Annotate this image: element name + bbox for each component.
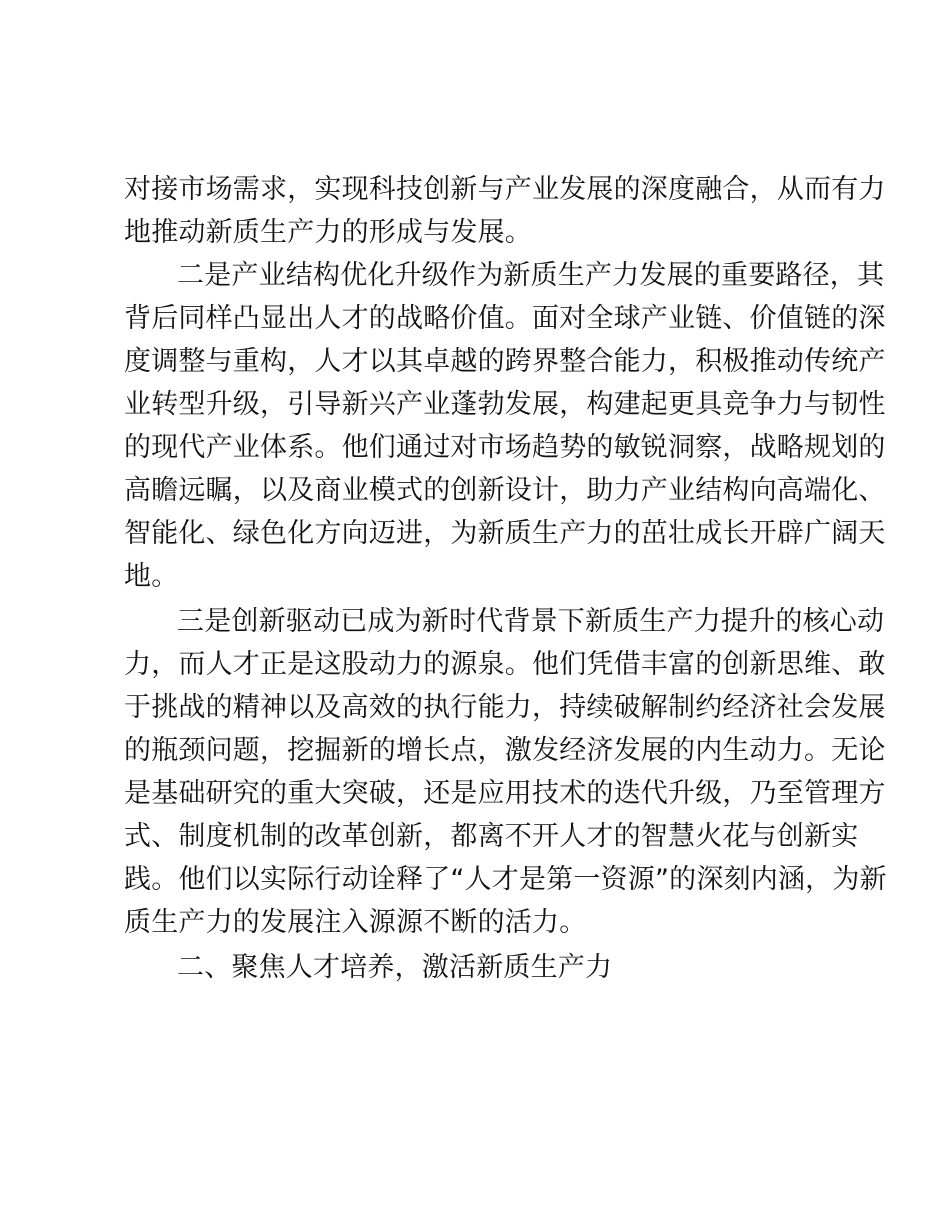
- paragraph-line: 高瞻远瞩，以及商业模式的创新设计，助力产业结构向高端化、: [124, 475, 886, 506]
- paragraph-line: 力，而人才正是这股动力的源泉。他们凭借丰富的创新思维、敢: [124, 649, 886, 680]
- paragraph-line: 的现代产业体系。他们通过对市场趋势的敏锐洞察，战略规划的: [124, 432, 886, 463]
- paragraph-line: 于挑战的精神以及高效的执行能力，持续破解制约经济社会发展: [124, 692, 886, 723]
- paragraph-line: 地。: [124, 561, 179, 592]
- paragraph-line: 二是产业结构优化升级作为新质生产力发展的重要路径，其: [177, 260, 885, 291]
- paragraph-line: 背后同样凸显出人才的战略价值。面对全球产业链、价值链的深: [124, 303, 886, 334]
- paragraph-line: 式、制度机制的改革创新，都离不开人才的智慧火花与创新实: [124, 821, 859, 852]
- paragraph-line: 是基础研究的重大突破，还是应用技术的迭代升级，乃至管理方: [124, 778, 886, 809]
- section-heading: 二、聚焦人才培养，激活新质生产力: [177, 952, 613, 983]
- paragraph-line: 的瓶颈问题，挖掘新的增长点，激发经济发展的内生动力。无论: [124, 735, 886, 766]
- paragraph-line: 践。他们以实际行动诠释了“人才是第一资源”的深刻内涵，为新: [124, 864, 887, 895]
- paragraph-line: 质生产力的发展注入源源不断的活力。: [124, 907, 587, 938]
- paragraph-line: 智能化、绿色化方向迈进，为新质生产力的茁壮成长开辟广阔天: [124, 518, 886, 549]
- paragraph-line: 地推动新质生产力的形成与发展。: [124, 217, 532, 248]
- paragraph-line: 业转型升级，引导新兴产业蓬勃发展，构建起更具竞争力与韧性: [124, 389, 886, 420]
- paragraph-line: 三是创新驱动已成为新时代背景下新质生产力提升的核心动: [177, 606, 885, 637]
- paragraph-line: 度调整与重构，人才以其卓越的跨界整合能力，积极推动传统产: [124, 346, 886, 377]
- paragraph-line: 对接市场需求，实现科技创新与产业发展的深度融合，从而有力: [124, 174, 886, 205]
